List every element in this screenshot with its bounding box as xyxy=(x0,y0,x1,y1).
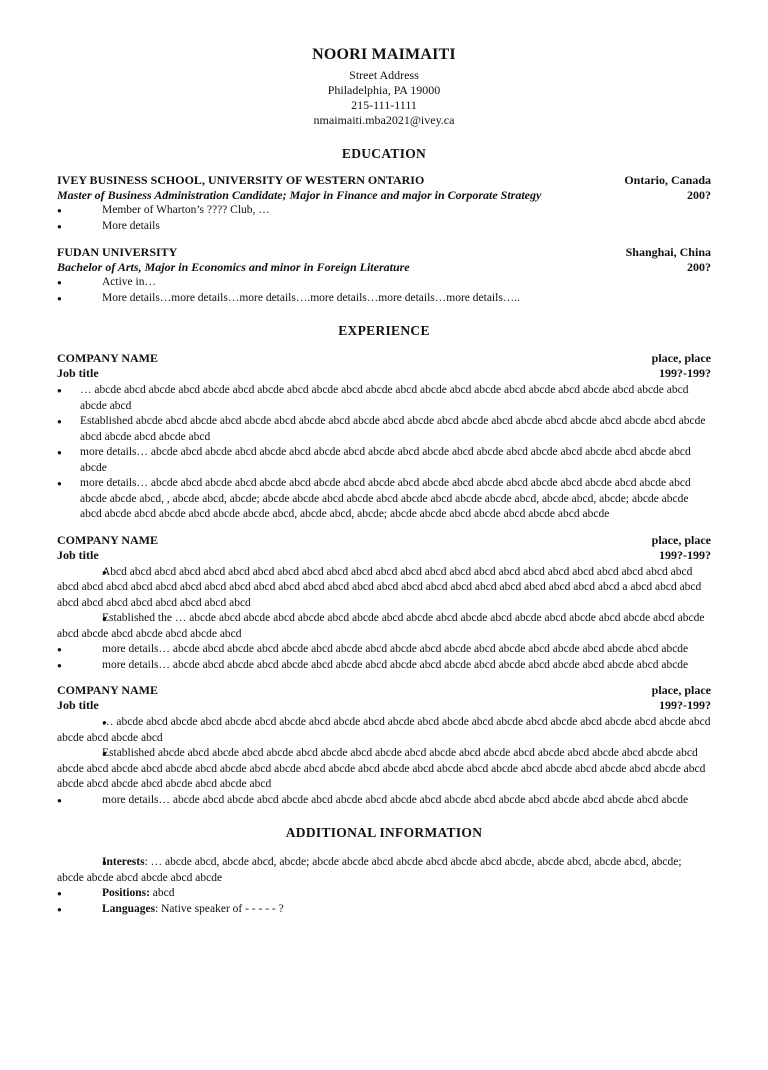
additional-list xyxy=(57,855,711,917)
list-item: ● more details… abcde abcd abcde abcd abcde abcd abcde abcd abcde abcd abcde abcd abcde abcd abcde abcd abcde abcd abcde xyxy=(57,658,711,674)
languages-sep: : xyxy=(155,902,159,915)
company-name: COMPANY NAME xyxy=(57,683,158,697)
interests-label: Interests xyxy=(102,856,145,868)
additional-heading: ADDITIONAL INFORMATION xyxy=(285,825,483,840)
education-school-row xyxy=(57,245,711,260)
phone-number: 215-111-1111 xyxy=(351,98,417,112)
company-place: place, place xyxy=(651,683,711,697)
experience-entry xyxy=(57,533,711,674)
list-item: ● more details… abcde abcd abcde abcd abcde abcd abcde abcd abcde abcd abcde abcd abcde abcd abcde abcd abcde abcd abcde xyxy=(57,793,711,809)
job-title-row xyxy=(57,366,711,381)
degree-date: 200? xyxy=(687,188,711,202)
languages-item xyxy=(57,902,711,918)
experience-bullets xyxy=(57,715,711,808)
experience-entry xyxy=(57,683,711,808)
job-dates: 199?-199? xyxy=(659,698,711,712)
degree: Master of Business Administration Candidate; Major in Finance and major in Corporate Strategy xyxy=(57,188,542,202)
positions-label: Positions: xyxy=(102,887,150,899)
experience-bullets xyxy=(57,565,711,674)
degree: Bachelor of Arts, Major in Economics and minor in Foreign Literature xyxy=(57,260,410,274)
school-name: FUDAN UNIVERSITY xyxy=(57,245,178,259)
education-entry xyxy=(57,245,711,306)
company-name: COMPANY NAME xyxy=(57,351,158,365)
list-item: ● … abcde abcd abcde abcd abcde abcd abcde abcd abcde abcd abcde abcd abcde abcd abcde abcd abcde abcd abcde abcd abcde abcd abcde abcd xyxy=(57,383,711,414)
interests-item xyxy=(57,855,711,886)
education-bullets xyxy=(57,275,711,306)
job-title-row xyxy=(57,548,711,563)
company-place: place, place xyxy=(651,532,711,547)
list-item: ● more details… abcde abcd abcde abcd abcde abcd abcde abcd abcde abcd abcde abcd abcde abcd abcde abcd abcde abcd abcde abcd abcde xyxy=(57,445,711,476)
job-title: Job title xyxy=(57,366,99,380)
positions-item xyxy=(57,886,711,902)
job-dates: 199?-199? xyxy=(659,547,711,562)
street-address: Street Address xyxy=(349,68,419,82)
education-bullets xyxy=(57,203,711,234)
school-location: Ontario, Canada xyxy=(624,173,711,187)
list-item: ● … abcde abcd abcde abcd abcde abcd abcde abcd abcde abcd abcde abcd abcde abcd abcde abcd abcde abcd abcde abcd abcde abcd abcde abcd abcde abcd xyxy=(57,715,711,746)
list-item: ● Abcd abcd abcd abcd abcd abcd abcd abcd abcd abcd abcd abcd abcd abcd abcd abcd abcd abcd abcd abcd abcd abcd abcd abcd abcd abcd abcd abcd abcd abcd abcd abcd abcd abcd abcd abcd abcd abcd abcd abcd abcd abcd abcd abcd abcd abcd abcd a abcd abcd abcd abcd abcd abcd abcd abcd abcd abcd abcd xyxy=(57,565,711,612)
candidate-name: NOORI MAIMAITI xyxy=(312,46,456,63)
languages-text: Native speaker of - - - - - ? xyxy=(158,902,284,915)
company-row xyxy=(57,533,711,548)
company-place: place, place xyxy=(651,351,711,365)
company-row xyxy=(57,351,711,366)
interests-sep: : xyxy=(144,856,148,868)
job-dates: 199?-199? xyxy=(659,366,711,380)
list-item: ● Member of Wharton’s ???? Club, … xyxy=(57,203,711,219)
positions-text: abcd xyxy=(149,887,175,899)
list-item: ● more details… abcde abcd abcde abcd abcde abcd abcde abcd abcde abcd abcde abcd abcde abcd abcde abcd abcde abcd abcde xyxy=(57,642,711,658)
list-item: ● Established abcde abcd abcde abcd abcde abcd abcde abcd abcde abcd abcde abcd abcde abcd abcde abcd abcde abcd abcde abcd abcde abcd abcde abcd abcde abcd xyxy=(57,414,711,445)
list-item: ● Established abcde abcd abcde abcd abcde abcd abcde abcd abcde abcd abcde abcd abcde abcd abcde abcd abcde abcd abcde abcd abcde abcd abcde abcd abcde abcd abcde abcd abcde abcd abcde abcd abcde abcd abcde abcd abcde abcd abcde abcd abcde abcd abcde abcd abcde abcd abcde abcd abcde abcd abcde abcd xyxy=(57,746,711,793)
list-item: ● Active in… xyxy=(57,275,711,291)
job-title-row xyxy=(57,698,711,713)
interests-text: … abcde abcd, abcde abcd, abcde; abcde abcde abcd abcde abcd abcde abcd abcde, abcde abcd, abcde abcd, abcde; abcde abcde abcd abcde abcd abcde xyxy=(57,856,682,884)
experience-bullets xyxy=(57,383,711,523)
school-location: Shanghai, China xyxy=(625,245,711,259)
email-address: nmaimaiti.mba2021@ivey.ca xyxy=(313,113,455,127)
job-title: Job title xyxy=(57,698,99,712)
list-item: ● More details…more details…more details….more details…more details…more details….. xyxy=(57,291,711,307)
experience-entry xyxy=(57,351,711,523)
list-item: ● more details… abcde abcd abcde abcd abcde abcd abcde abcd abcde abcd abcde abcd abcde abcd abcde abcd abcde abcd abcde abcd abcde abcde abcd, , abcde abcd, abcde; abcde abcde abcd abcde abcd abcde abcd abcde abcde abcd, abcde abcd, abcde; abcde abcde abcd abcde abcd abcde abcd abcde abcde abcd, abcde abcd, abcde; abcde abcde abcd abcde abcd abcde abcd abcde xyxy=(57,476,711,523)
experience-heading: EXPERIENCE xyxy=(338,323,430,338)
degree-date: 200? xyxy=(687,260,711,274)
list-item: ● More details xyxy=(57,219,711,235)
city-line: Philadelphia, PA 19000 xyxy=(327,83,441,97)
contact-block xyxy=(57,68,711,128)
education-degree-row xyxy=(57,260,711,275)
list-item: ● Established the … abcde abcd abcde abcd abcde abcd abcde abcd abcde abcd abcde abcd abcde abcd abcde abcd abcde abcd abcde abcd abcde abcd abcde abcd abcde abcd xyxy=(57,611,711,642)
education-heading: EDUCATION xyxy=(341,146,427,161)
school-name: IVEY BUSINESS SCHOOL, UNIVERSITY OF WESTERN ONTARIO xyxy=(57,173,425,187)
languages-label: Languages xyxy=(102,902,156,915)
education-degree-row xyxy=(57,188,711,203)
resume-page xyxy=(0,46,768,1070)
education-school-row xyxy=(57,173,711,188)
company-name: COMPANY NAME xyxy=(57,532,158,547)
education-entry xyxy=(57,173,711,234)
company-row xyxy=(57,683,711,698)
job-title: Job title xyxy=(57,547,99,562)
